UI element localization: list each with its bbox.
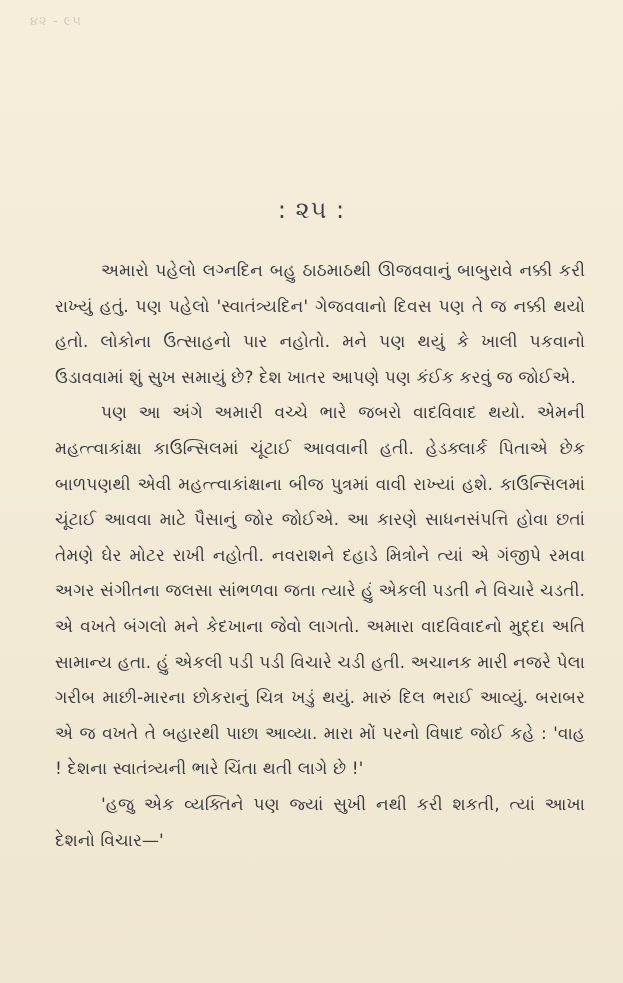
page-mark: ૪૨ - ૯૫ [30,14,82,29]
paragraph: પણ આ અંગે અમારી વચ્ચે ભારે જબરો વાદવિવાદ થયો. એમની મહત્ત્વાકાંક્ષા કાઉન્સિલમાં ચૂંટાઈ આવવાની હતી. હેડક્લાર્ક પિતાએ છેક બાળપણથી એવી મહત્ત્વાકાંક્ષાના બીજ પુત્રમાં વાવી રાખ્યાં હશે. કાઉન્સિલમાં ચૂંટાઈ આવવા માટે પૈસાનું જોર જોઈએ. આ કારણે સાધનસંપત્તિ હોવા છતાં તેમણે ઘેર મોટર રાખી નહોતી. નવરાશને દહાડે મિત્રોને ત્યાં એ ગંજીપે રમવા અગર સંગીતના જલસા સાંભળવા જતા ત્યારે હું એકલી પડતી ને વિચારે ચડતી. એ વખતે બંગલો મને કેદખાના જેવો લાગતો. અમારા વાદવિવાદનો મુદ્દા અતિ સામાન્ય હતા. હું એકલી પડી પડી વિચારે ચડી હતી. અચાનક મારી નજરે પેલા ગરીબ માછી-મારના છોકરાનું ચિત્ર ખડું થયું. મારું દિલ ભરાઈ આવ્યું. બરાબર એ જ વખતે તે બહારથી પાછા આવ્યા. મારા મોં પરનો વિષાદ જોઈ કહે : 'વાહ ! દેશના સ્વાતંત્ર્યની ભારે ચિંતા થતી લાગે છે !' [55,403,585,780]
paragraph: અમારો પહેલો લગ્નદિન બહુ ઠાઠમાઠથી ઊજવવાનું બાબુરાવે નક્કી કરી રાખ્યું હતું. પણ પહેલો 'સ્વાતંત્ર્યદિન' ગેજવવાનો દિવસ પણ તે જ નક્કી થયો હતો. લોકોના ઉત્સાહનો પાર નહોતો. મને પણ થયું કે ખાલી પકવાનો ઉડાવવામાં શું સુખ સમાયું છે? દેશ ખાતર આપણે પણ કંઈક કરવું જ જોઈએ. [55,261,585,388]
paragraph: 'હજુ એક વ્યક્તિને પણ જ્યાં સુખી નથી કરી શકતી, ત્યાં આખા દેશનો વિચાર—' [55,794,585,851]
body-text [55,254,585,859]
chapter-number: : ૨૫ : [277,196,346,224]
